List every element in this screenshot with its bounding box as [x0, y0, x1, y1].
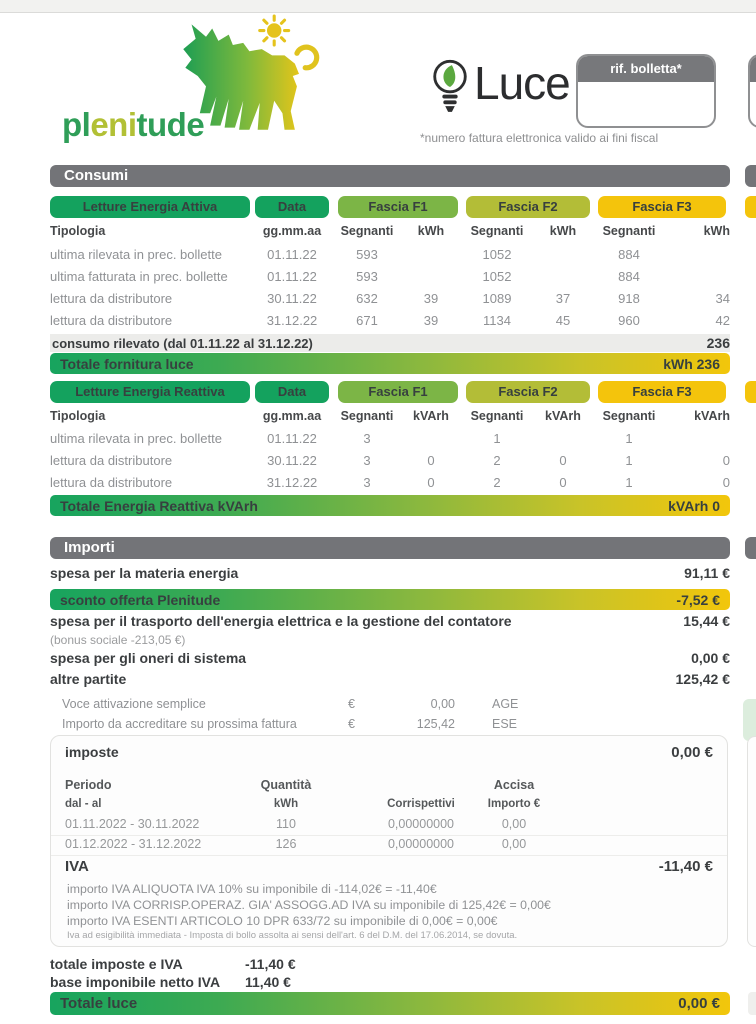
edge-fragment-section-bar — [745, 537, 756, 559]
cell-tipologia: ultima rilevata in prec. bollette — [50, 247, 222, 262]
cell-f1-val — [400, 269, 462, 284]
subrow-label: Voce attivazione semplice — [62, 697, 206, 711]
col-kwh-f1: kWh — [417, 224, 445, 238]
col-segnanti-f2: Segnanti — [470, 224, 524, 238]
cell-f3-seg: 918 — [618, 291, 640, 306]
cell-f3-val: 0 — [722, 475, 730, 490]
pill-letture-attiva: Letture Energia Attiva — [50, 196, 250, 218]
iva-divider — [51, 855, 727, 856]
cell-f1-seg: 632 — [356, 291, 378, 306]
materia-label: spesa per la materia energia — [50, 565, 239, 581]
iva-line-3: importo IVA ESENTI ARTICOLO 10 DPR 633/72 su imponibile di 0,00€ = 0,00€ — [67, 914, 498, 928]
cell-corrispettivi: 0,00000000 — [387, 817, 455, 831]
cell-f1-seg: 593 — [356, 269, 378, 284]
row-altre-partite — [50, 671, 730, 687]
cell-f2-val — [532, 247, 594, 262]
col-dal-al: dal - al — [65, 798, 102, 810]
col-segnanti-f1: Segnanti — [340, 224, 394, 238]
cell-f3-seg: 1 — [625, 453, 633, 468]
cell-kwh: 126 — [275, 837, 297, 851]
oneri-value: 0,00 € — [691, 650, 730, 666]
col-tipologia: Tipologia — [50, 224, 106, 238]
iva-line-1: importo IVA ALIQUOTA IVA 10% su imponibile di -114,02€ = -11,40€ — [67, 882, 437, 896]
col-corrispettivi: Corrispettivi — [387, 798, 455, 810]
plenitude-wordmark — [62, 106, 204, 144]
cell-f1-val — [400, 431, 462, 446]
base-imponibile-value: 11,40 € — [245, 974, 291, 990]
consumo-rilevato-label: consumo rilevato (dal 01.11.22 al 31.12.22) — [52, 335, 313, 351]
subrow-label: Importo da accreditare su prossima fattura — [62, 717, 297, 731]
attiva-subheader — [50, 224, 730, 238]
cell-data: 01.11.22 — [267, 431, 317, 446]
materia-value: 91,11 € — [684, 565, 730, 581]
table-row — [50, 313, 730, 328]
table-row — [50, 475, 730, 490]
edge-fragment-section-bar — [745, 165, 756, 187]
cell-f2-seg: 1052 — [482, 247, 512, 262]
edge-fragment-pill — [745, 381, 756, 403]
table-row — [50, 453, 730, 468]
cell-data: 31.12.22 — [266, 313, 318, 328]
col-kvarh-f2: kVArh — [545, 409, 581, 423]
totale-reattiva-label: Totale Energia Reattiva kVArh — [60, 497, 258, 514]
totale-luce-label: Totale luce — [60, 995, 138, 1012]
cell-f2-seg: 2 — [493, 475, 501, 490]
row-materia-energia — [50, 565, 730, 581]
iva-footnote: Iva ad esigibilità immediata - Imposta di bollo assolta ai sensi dell'art. 6 del D.M. del 17.06.2014, se dovuta. — [67, 930, 518, 941]
iva-total: -11,40 € — [658, 858, 713, 875]
cell-tipologia: lettura da distributore — [50, 453, 173, 468]
wordmark-tude: tude — [136, 106, 205, 143]
altre-value: 125,42 € — [675, 671, 730, 687]
col-segnanti-f3: Segnanti — [602, 409, 656, 423]
cell-data: 31.12.22 — [266, 475, 318, 490]
cell-f1-seg: 671 — [356, 313, 378, 328]
bonus-sociale-note: (bonus sociale -213,05 €) — [50, 633, 186, 647]
cell-f1-seg: 3 — [363, 453, 371, 468]
totale-luce-value: 0,00 € — [678, 995, 720, 1012]
top-strip — [0, 0, 756, 13]
oneri-label: spesa per gli oneri di sistema — [50, 650, 247, 666]
col-periodo: Periodo — [65, 778, 112, 792]
imposte-title: imposte — [65, 744, 119, 760]
reattiva-header-pills — [50, 381, 730, 403]
cell-tipologia: lettura da distributore — [50, 475, 173, 490]
base-imponibile-label: base imponibile netto IVA — [50, 974, 221, 990]
cell-data: 30.11.22 — [267, 291, 317, 306]
cell-f1-val: 39 — [423, 291, 439, 306]
ref-bolletta-box — [576, 54, 716, 128]
col-segnanti-f3: Segnanti — [602, 224, 656, 238]
attiva-header-pills — [50, 196, 730, 218]
col-kvarh-f1: kVArh — [413, 409, 449, 423]
cell-periodo: 01.12.2022 - 31.12.2022 — [65, 837, 202, 851]
imposte-total: 0,00 € — [671, 744, 713, 761]
cell-f2-seg: 2 — [493, 453, 501, 468]
section-consumi: Consumi — [50, 165, 730, 187]
pill-fascia-f3: Fascia F3 — [598, 381, 726, 403]
cell-importo: 0,00 — [501, 837, 527, 851]
reattiva-subheader — [50, 409, 730, 423]
table-row — [50, 431, 730, 446]
cell-corrispettivi: 0,00000000 — [387, 837, 455, 851]
cell-f3-seg: 884 — [618, 247, 640, 262]
trasporto-label: spesa per il trasporto dell'energia elettrica e la gestione del contatore — [50, 613, 512, 629]
subrow-code: AGE — [492, 697, 519, 711]
cell-f1-val: 39 — [423, 313, 439, 328]
subrow-value: 0,00 — [430, 697, 455, 711]
col-tipologia: Tipologia — [50, 409, 106, 423]
trasporto-value: 15,44 € — [683, 613, 730, 629]
cell-f1-val — [400, 247, 462, 262]
cell-f2-seg: 1089 — [482, 291, 512, 306]
cell-f1-seg: 593 — [356, 247, 378, 262]
efattura-footnote: *numero fattura elettronica valido ai fini fiscal — [420, 131, 659, 145]
row-divider — [51, 835, 727, 836]
iva-title: IVA — [65, 858, 89, 875]
cell-f3-val: 42 — [715, 313, 730, 328]
totale-reattiva-bar — [50, 495, 730, 516]
altre-label: altre partite — [50, 671, 127, 687]
wordmark-eni: eni — [90, 106, 137, 143]
edge-fragment-pill — [745, 196, 756, 218]
totale-luce-bar — [50, 992, 730, 1015]
pill-fascia-f3: Fascia F3 — [598, 196, 726, 218]
col-importo: Importo € — [487, 798, 541, 810]
sun-icon — [260, 16, 289, 45]
cell-f2-seg: 1052 — [482, 269, 512, 284]
cell-periodo: 01.11.2022 - 30.11.2022 — [65, 817, 200, 831]
row-oneri — [50, 650, 730, 666]
subrow-currency: € — [348, 717, 355, 731]
imposte-iva-box — [50, 735, 728, 947]
table-row — [50, 291, 730, 306]
pill-letture-reattiva: Letture Energia Reattiva — [50, 381, 250, 403]
cell-f3-seg: 884 — [618, 269, 640, 284]
cell-f2-val — [532, 269, 594, 284]
cell-f2-val: 45 — [555, 313, 571, 328]
col-kwh-f3: kWh — [703, 224, 730, 238]
cell-data: 30.11.22 — [267, 453, 317, 468]
tail-curl — [297, 47, 317, 68]
row-totale-imposte — [50, 956, 296, 972]
subrow-currency: € — [348, 697, 355, 711]
edge-fragment-box — [747, 736, 756, 947]
cell-f3-val — [664, 431, 730, 446]
cell-importo: 0,00 — [501, 817, 527, 831]
col-accisa: Accisa — [493, 778, 535, 792]
totale-fornitura-label: Totale fornitura luce — [60, 355, 194, 372]
col-ggmmaa: gg.mm.aa — [262, 224, 322, 238]
sconto-offerta-bar — [50, 589, 730, 610]
iva-line-2: importo IVA CORRISP.OPERAZ. GIA' ASSOGG.AD IVA su imponibile di 125,42€ = 0,00€ — [67, 898, 551, 912]
cell-f3-val — [664, 247, 730, 262]
cell-tipologia: ultima rilevata in prec. bollette — [50, 431, 222, 446]
col-kvarh-f3: kVArh — [694, 409, 730, 423]
cell-data: 01.11.22 — [267, 247, 317, 262]
imposte-row — [51, 817, 727, 835]
cell-data: 01.11.22 — [267, 269, 317, 284]
cell-f2-seg: 1134 — [483, 313, 511, 328]
cell-f3-seg: 1 — [625, 475, 633, 490]
col-ggmmaa: gg.mm.aa — [262, 409, 322, 423]
section-importi: Importi — [50, 537, 730, 559]
totale-fornitura-value: kWh 236 — [663, 355, 720, 372]
cell-f3-seg: 960 — [618, 313, 640, 328]
sconto-label: sconto offerta Plenitude — [60, 591, 221, 608]
subrow-voce-attivazione — [50, 697, 730, 713]
col-segnanti-f2: Segnanti — [470, 409, 524, 423]
subrow-code: ESE — [492, 717, 518, 731]
lightbulb-leaf-icon — [429, 57, 471, 119]
subrow-value: 125,42 — [416, 717, 455, 731]
cell-f3-val: 34 — [715, 291, 730, 306]
subrow-accredito — [50, 717, 730, 733]
row-trasporto — [50, 613, 730, 629]
cell-tipologia: ultima fatturata in prec. bollette — [50, 269, 228, 284]
wordmark-pl: pl — [62, 106, 91, 143]
imposte-row — [51, 837, 727, 855]
table-row — [50, 247, 730, 262]
edge-fragment-bottom — [748, 992, 756, 1015]
cell-f3-seg: 1 — [625, 431, 633, 446]
ref-bolletta-label: rif. bolletta* — [578, 56, 714, 82]
consumo-rilevato-value: 236 — [706, 335, 730, 351]
cell-f3-val: 0 — [722, 453, 730, 468]
cell-f1-val: 0 — [427, 475, 435, 490]
col-quantita: Quantità — [260, 778, 312, 792]
ref-box-fragment — [748, 54, 756, 128]
pill-data: Data — [255, 381, 329, 403]
table-row — [50, 269, 730, 284]
pill-data: Data — [255, 196, 329, 218]
cell-f1-seg: 3 — [363, 475, 371, 490]
leaf-icon — [443, 65, 455, 87]
cell-kwh: 110 — [276, 817, 296, 831]
cell-f2-val: 0 — [559, 475, 567, 490]
edge-fragment-mint-box — [743, 699, 756, 741]
cell-f2-val: 37 — [555, 291, 571, 306]
totale-fornitura-bar — [50, 353, 730, 374]
col-segnanti-f1: Segnanti — [340, 409, 394, 423]
product-title: Luce — [474, 57, 570, 109]
pill-fascia-f2: Fascia F2 — [466, 196, 590, 218]
cell-tipologia: lettura da distributore — [50, 291, 173, 306]
col-kwh-f2: kWh — [549, 224, 577, 238]
cell-tipologia: lettura da distributore — [50, 313, 173, 328]
col-kwh: kWh — [273, 798, 299, 810]
totale-reattiva-value: kVArh 0 — [668, 497, 720, 514]
cell-f1-seg: 3 — [363, 431, 371, 446]
row-base-imponibile — [50, 974, 291, 990]
cell-f1-val: 0 — [427, 453, 435, 468]
sconto-value: -7,52 € — [676, 591, 720, 608]
cell-f2-val — [532, 431, 594, 446]
cell-f3-val — [664, 269, 730, 284]
totale-imposte-label: totale imposte e IVA — [50, 956, 183, 972]
pill-fascia-f1: Fascia F1 — [338, 196, 458, 218]
consumo-rilevato-row — [50, 334, 730, 352]
cell-f2-seg: 1 — [493, 431, 501, 446]
pill-fascia-f2: Fascia F2 — [466, 381, 590, 403]
cell-f2-val: 0 — [559, 453, 567, 468]
pill-fascia-f1: Fascia F1 — [338, 381, 458, 403]
totale-imposte-value: -11,40 € — [245, 956, 296, 972]
